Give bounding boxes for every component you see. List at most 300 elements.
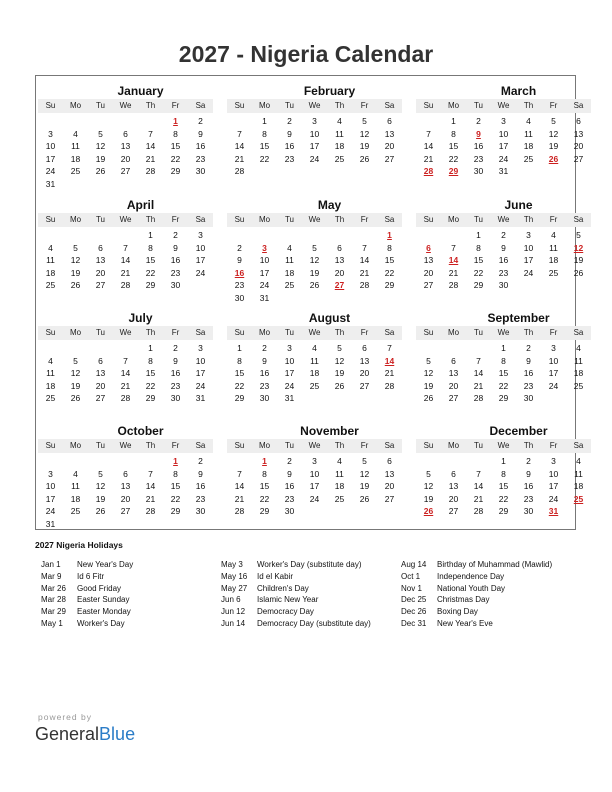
empty-day: [277, 229, 302, 242]
holiday-day: 3: [262, 242, 267, 253]
day-cell: 8: [237, 355, 242, 366]
day-cell: 21: [423, 153, 434, 164]
page-title: 2027 - Nigeria Calendar: [178, 41, 434, 67]
empty-day: [138, 455, 163, 468]
day-cell: 8: [173, 128, 178, 139]
day-cell: 26: [95, 166, 106, 177]
day-cell: 4: [73, 468, 78, 479]
day-cell: 7: [148, 128, 153, 139]
holiday-day: 12: [573, 242, 584, 253]
day-cell: 29: [498, 506, 509, 517]
day-cell: 4: [73, 128, 78, 139]
holiday-name: Democracy Day (substitute day): [257, 618, 371, 628]
day-cell: 5: [312, 242, 317, 253]
day-cell: 13: [95, 255, 106, 266]
weekday-label: Sa: [195, 328, 206, 337]
day-cell: 12: [309, 255, 320, 266]
day-cell: 29: [234, 393, 245, 404]
weekday-header: [38, 439, 213, 453]
day-cell: 17: [45, 153, 56, 164]
empty-day: [441, 342, 466, 355]
day-cell: 16: [473, 141, 484, 152]
weekday-header: [227, 326, 402, 340]
day-cell: 12: [423, 368, 434, 379]
month-january: [38, 84, 213, 194]
day-cell: 26: [309, 280, 320, 291]
holiday-name: Worker's Day (substitute day): [257, 560, 362, 569]
holiday-column: [221, 559, 396, 630]
day-cell: 30: [170, 393, 181, 404]
empty-day: [38, 229, 63, 242]
weekday-label: Th: [145, 328, 156, 337]
day-cell: 1: [501, 343, 506, 353]
day-cell: 22: [234, 380, 245, 391]
day-cell: 13: [359, 355, 370, 366]
day-cell: 15: [498, 481, 509, 492]
day-cell: 14: [234, 141, 245, 152]
day-cell: 3: [312, 456, 317, 466]
day-cell: 19: [309, 267, 320, 278]
empty-day: [88, 455, 113, 468]
holiday-name: Children's Day: [257, 583, 309, 593]
weekday-header: [416, 213, 591, 227]
day-cell: 15: [384, 255, 395, 266]
day-cell: 22: [145, 380, 156, 391]
holiday-name: Id el Kabir: [257, 571, 294, 581]
day-cell: 27: [120, 506, 131, 517]
day-cell: 18: [70, 493, 81, 504]
day-cell: 27: [448, 393, 459, 404]
day-cell: 4: [337, 116, 342, 126]
day-cell: 30: [195, 166, 206, 177]
generalblue-logo[interactable]: [35, 724, 135, 745]
weekday-label: Mo: [258, 215, 271, 224]
month-july: [38, 311, 213, 421]
weekday-label: We: [497, 441, 510, 450]
weekday-label: Su: [234, 215, 245, 224]
weekday-label: Sa: [573, 441, 584, 450]
day-cell: 2: [173, 230, 178, 240]
weekday-label: Su: [423, 101, 434, 110]
holiday-column: [401, 559, 576, 630]
weekday-label: Fr: [171, 215, 180, 224]
weekday-label: Tu: [95, 441, 106, 450]
weekday-header: [416, 99, 591, 113]
day-grid: [227, 455, 402, 518]
day-cell: 21: [145, 493, 156, 504]
weekday-label: Fr: [171, 441, 180, 450]
day-cell: 20: [448, 380, 459, 391]
day-cell: 2: [173, 343, 178, 353]
day-cell: 25: [70, 506, 81, 517]
day-cell: 2: [526, 456, 531, 466]
day-cell: 15: [145, 255, 156, 266]
day-cell: 19: [573, 255, 584, 266]
day-cell: 11: [310, 355, 319, 366]
empty-day: [88, 229, 113, 242]
day-cell: 10: [284, 355, 295, 366]
weekday-label: Su: [45, 328, 56, 337]
day-cell: 26: [334, 380, 345, 391]
day-cell: 12: [359, 468, 370, 479]
day-cell: 20: [95, 267, 106, 278]
day-cell: 6: [451, 468, 456, 479]
day-cell: 13: [448, 481, 459, 492]
day-cell: 8: [451, 128, 456, 139]
day-cell: 9: [198, 468, 203, 479]
day-cell: 24: [498, 153, 509, 164]
month-june: [416, 198, 591, 308]
holiday-row: [401, 571, 576, 583]
day-cell: 18: [573, 481, 584, 492]
holiday-row: [221, 583, 396, 595]
month-december: [416, 424, 591, 534]
day-cell: 27: [384, 493, 395, 504]
weekday-label: We: [497, 328, 510, 337]
day-cell: 25: [334, 493, 345, 504]
day-cell: 3: [48, 128, 53, 139]
holiday-name: National Youth Day: [437, 583, 506, 593]
day-cell: 4: [48, 355, 53, 366]
day-cell: 5: [551, 116, 556, 126]
weekday-label: We: [308, 215, 321, 224]
day-cell: 8: [501, 355, 506, 366]
day-cell: 21: [120, 267, 131, 278]
day-cell: 14: [234, 481, 245, 492]
holiday-date: Jun 14: [221, 618, 246, 628]
empty-day: [416, 342, 441, 355]
day-cell: 9: [526, 355, 531, 366]
day-cell: 28: [359, 280, 370, 291]
day-cell: 10: [523, 242, 534, 253]
day-cell: 16: [195, 141, 206, 152]
day-cell: 12: [359, 128, 370, 139]
day-cell: 26: [359, 153, 370, 164]
day-cell: 22: [498, 380, 509, 391]
weekday-label: Th: [523, 328, 534, 337]
day-grid: [416, 455, 591, 518]
day-cell: 5: [337, 343, 342, 353]
weekday-label: Fr: [360, 101, 369, 110]
day-cell: 15: [145, 368, 156, 379]
day-cell: 20: [120, 153, 131, 164]
day-cell: 19: [95, 493, 106, 504]
weekday-header: [38, 213, 213, 227]
day-cell: 16: [284, 481, 295, 492]
holiday-name: Easter Monday: [77, 607, 131, 617]
month-march: [416, 84, 591, 194]
day-cell: 9: [173, 242, 178, 253]
holiday-day: 31: [548, 506, 559, 517]
month-name: December: [489, 424, 548, 438]
day-cell: 23: [195, 153, 206, 164]
day-cell: 29: [259, 506, 270, 517]
day-cell: 9: [237, 255, 242, 266]
empty-day: [138, 115, 163, 128]
day-cell: 12: [334, 355, 345, 366]
day-cell: 22: [448, 153, 459, 164]
holiday-day: 26: [423, 506, 434, 517]
holiday-row: [41, 618, 216, 630]
empty-day: [466, 342, 491, 355]
empty-day: [113, 342, 138, 355]
day-cell: 9: [501, 242, 506, 253]
weekday-label: Mo: [447, 101, 460, 110]
holiday-name: New Year's Day: [77, 560, 134, 569]
weekday-label: Su: [234, 441, 245, 450]
day-cell: 3: [501, 116, 506, 126]
holiday-date: May 3: [221, 560, 243, 569]
holiday-day: 1: [173, 116, 178, 126]
day-cell: 10: [309, 468, 320, 479]
day-cell: 14: [359, 255, 370, 266]
day-cell: 28: [145, 506, 156, 517]
day-cell: 23: [170, 267, 181, 278]
day-cell: 30: [473, 166, 484, 177]
day-cell: 2: [526, 343, 531, 353]
day-cell: 18: [309, 368, 320, 379]
weekday-label: We: [308, 328, 321, 337]
weekday-label: Sa: [384, 328, 395, 337]
day-cell: 22: [259, 493, 270, 504]
empty-day: [252, 229, 277, 242]
weekday-label: We: [119, 215, 132, 224]
month-name: November: [300, 424, 359, 438]
empty-day: [38, 342, 63, 355]
day-cell: 6: [387, 456, 392, 466]
day-cell: 23: [195, 493, 206, 504]
holiday-row: [401, 606, 576, 618]
day-cell: 9: [198, 128, 203, 139]
day-cell: 6: [362, 343, 367, 353]
day-cell: 8: [476, 242, 481, 253]
day-cell: 11: [71, 481, 80, 492]
weekday-label: Fr: [171, 101, 180, 110]
holiday-date: Mar 29: [41, 607, 66, 617]
month-november: [227, 424, 402, 534]
day-cell: 30: [259, 393, 270, 404]
day-grid: [38, 455, 213, 531]
day-cell: 9: [287, 468, 292, 479]
day-cell: 24: [284, 380, 295, 391]
day-cell: 27: [448, 506, 459, 517]
day-cell: 20: [95, 380, 106, 391]
empty-day: [63, 115, 88, 128]
day-cell: 31: [284, 393, 295, 404]
holiday-day: 29: [448, 166, 459, 177]
holidays-title: 2027 Nigeria Holidays: [35, 540, 123, 550]
holiday-row: [401, 594, 576, 606]
day-cell: 5: [426, 355, 431, 366]
day-cell: 3: [48, 468, 53, 479]
day-cell: 20: [384, 141, 395, 152]
day-cell: 18: [45, 380, 56, 391]
day-cell: 25: [523, 153, 534, 164]
day-cell: 5: [73, 355, 78, 366]
day-cell: 7: [237, 468, 242, 479]
day-cell: 14: [120, 368, 131, 379]
weekday-label: Su: [234, 101, 245, 110]
day-cell: 7: [426, 128, 431, 139]
month-name: May: [317, 198, 342, 212]
day-cell: 16: [259, 368, 270, 379]
day-cell: 10: [548, 468, 559, 479]
day-cell: 28: [234, 506, 245, 517]
weekday-label: Tu: [95, 328, 106, 337]
day-cell: 20: [423, 267, 434, 278]
weekday-label: Su: [423, 328, 434, 337]
day-cell: 9: [287, 128, 292, 139]
weekday-label: Fr: [549, 215, 558, 224]
day-cell: 18: [523, 141, 534, 152]
day-cell: 29: [145, 393, 156, 404]
empty-day: [352, 229, 377, 242]
weekday-label: Tu: [284, 328, 295, 337]
day-grid: [416, 229, 591, 292]
day-cell: 28: [448, 280, 459, 291]
holiday-day: 14: [384, 355, 395, 366]
day-cell: 10: [548, 355, 559, 366]
day-cell: 21: [120, 380, 131, 391]
day-cell: 10: [309, 128, 320, 139]
day-cell: 13: [573, 128, 584, 139]
day-cell: 19: [423, 493, 434, 504]
holiday-date: Jan 1: [41, 560, 61, 569]
holiday-row: [401, 583, 576, 595]
day-cell: 23: [473, 153, 484, 164]
day-cell: 8: [262, 468, 267, 479]
day-cell: 11: [524, 128, 533, 139]
weekday-label: Sa: [195, 441, 206, 450]
weekday-label: Tu: [473, 215, 484, 224]
day-cell: 28: [473, 393, 484, 404]
day-cell: 10: [195, 355, 206, 366]
day-cell: 1: [451, 116, 456, 126]
weekday-label: Mo: [69, 215, 82, 224]
day-cell: 2: [237, 242, 242, 253]
day-cell: 22: [473, 267, 484, 278]
empty-day: [466, 455, 491, 468]
day-cell: 23: [284, 153, 295, 164]
holiday-date: Oct 1: [401, 571, 421, 581]
weekday-label: Mo: [69, 441, 82, 450]
day-cell: 14: [145, 481, 156, 492]
day-cell: 10: [195, 242, 206, 253]
day-cell: 25: [45, 280, 56, 291]
month-october: [38, 424, 213, 534]
holiday-row: [41, 583, 216, 595]
day-cell: 16: [170, 255, 181, 266]
day-cell: 24: [259, 280, 270, 291]
day-cell: 15: [498, 368, 509, 379]
weekday-label: Sa: [573, 328, 584, 337]
weekday-label: Fr: [549, 101, 558, 110]
day-cell: 12: [423, 481, 434, 492]
day-cell: 1: [237, 343, 242, 353]
day-cell: 1: [148, 230, 153, 240]
month-name: September: [487, 311, 550, 325]
day-cell: 15: [170, 141, 181, 152]
weekday-label: Fr: [360, 328, 369, 337]
day-cell: 24: [309, 493, 320, 504]
weekday-label: Mo: [69, 328, 82, 337]
holiday-day: 27: [334, 280, 345, 291]
day-cell: 23: [523, 493, 534, 504]
day-cell: 26: [573, 267, 584, 278]
month-name: October: [117, 424, 164, 438]
holiday-date: Mar 9: [41, 571, 62, 581]
day-cell: 29: [473, 280, 484, 291]
day-cell: 15: [259, 141, 270, 152]
day-cell: 24: [548, 493, 559, 504]
day-cell: 3: [287, 343, 292, 353]
empty-day: [113, 229, 138, 242]
day-cell: 11: [285, 255, 294, 266]
day-cell: 31: [259, 292, 270, 303]
powered-by-text: powered by: [38, 712, 92, 722]
weekday-label: Fr: [360, 215, 369, 224]
day-cell: 17: [548, 481, 559, 492]
day-cell: 11: [335, 468, 344, 479]
day-cell: 7: [387, 343, 392, 353]
weekday-label: We: [119, 328, 132, 337]
weekday-label: Sa: [195, 101, 206, 110]
weekday-label: Th: [334, 441, 345, 450]
day-cell: 21: [473, 493, 484, 504]
day-cell: 22: [145, 267, 156, 278]
holiday-name: Birthday of Muhammad (Mawlid): [437, 560, 553, 569]
day-cell: 19: [359, 481, 370, 492]
day-cell: 19: [334, 368, 345, 379]
day-cell: 29: [145, 280, 156, 291]
day-cell: 2: [287, 456, 292, 466]
empty-day: [327, 229, 352, 242]
day-cell: 4: [576, 343, 581, 353]
weekday-label: Su: [45, 441, 56, 450]
holiday-day: 1: [262, 456, 267, 466]
weekday-label: Th: [145, 215, 156, 224]
day-cell: 20: [384, 481, 395, 492]
day-cell: 20: [334, 267, 345, 278]
month-name: March: [500, 84, 537, 98]
day-cell: 20: [573, 141, 584, 152]
weekday-label: Th: [334, 215, 345, 224]
day-cell: 5: [426, 468, 431, 479]
holiday-date: Mar 28: [41, 595, 66, 605]
weekday-label: Mo: [447, 328, 460, 337]
day-cell: 16: [523, 368, 534, 379]
day-cell: 6: [387, 116, 392, 126]
day-cell: 28: [120, 280, 131, 291]
brand-general: General: [35, 724, 100, 744]
weekday-label: We: [119, 101, 132, 110]
day-cell: 25: [70, 166, 81, 177]
day-cell: 4: [337, 456, 342, 466]
weekday-label: We: [308, 101, 321, 110]
day-cell: 22: [384, 267, 395, 278]
day-cell: 15: [170, 481, 181, 492]
day-cell: 24: [548, 380, 559, 391]
weekday-label: Su: [45, 101, 56, 110]
weekday-label: Sa: [384, 215, 395, 224]
day-cell: 29: [170, 506, 181, 517]
day-cell: 3: [551, 456, 556, 466]
day-grid: [227, 342, 402, 405]
day-cell: 16: [170, 368, 181, 379]
weekday-label: Tu: [95, 215, 106, 224]
holiday-day: 28: [423, 166, 434, 177]
holiday-date: Aug 14: [401, 560, 427, 569]
